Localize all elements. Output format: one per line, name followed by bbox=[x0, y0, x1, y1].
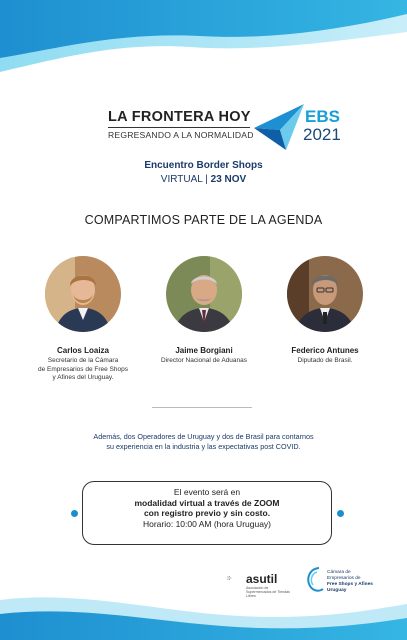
ebs-logo-year: 2021 bbox=[303, 125, 341, 144]
event-title: LA FRONTERA HOY bbox=[108, 109, 251, 125]
ebs-logo-text: EBS bbox=[305, 107, 340, 126]
speaker-role: Diputado de Brasil. bbox=[297, 357, 353, 364]
title-divider bbox=[108, 127, 250, 128]
event-mode: VIRTUAL bbox=[160, 174, 203, 185]
event-mode-date bbox=[0, 174, 407, 185]
event-subtitle: REGRESANDO A LA NORMALIDAD bbox=[108, 130, 254, 140]
info-line: Horario: 10:00 AM (hora Uruguay) bbox=[142, 518, 272, 529]
speaker-name: Federico Antunes bbox=[291, 346, 359, 355]
title-block bbox=[108, 109, 258, 140]
speaker-role: Director Nacional de Aduanas bbox=[161, 357, 247, 364]
camara-logo-icon bbox=[305, 565, 325, 593]
event-info-box bbox=[82, 481, 332, 545]
info-line: El evento será en bbox=[173, 487, 241, 497]
asutil-logo-icon bbox=[227, 567, 245, 591]
speaker-name: Jaime Borgiani bbox=[175, 346, 233, 355]
section-divider bbox=[152, 407, 252, 408]
speaker-card bbox=[260, 256, 390, 366]
speaker-name: Carlos Loaiza bbox=[56, 346, 109, 355]
bullet-dot-right bbox=[337, 510, 344, 517]
top-wave-decoration bbox=[0, 0, 407, 80]
asutil-logo-text: asutil bbox=[246, 572, 278, 586]
info-line: con registro previo y sin costo. bbox=[143, 508, 271, 518]
speaker-photo bbox=[45, 256, 121, 332]
speaker-photo bbox=[166, 256, 242, 332]
speaker-card bbox=[139, 256, 269, 366]
bullet-dot-left bbox=[71, 510, 78, 517]
agenda-heading: COMPARTIMOS PARTE DE LA AGENDA bbox=[84, 213, 323, 227]
camara-logo-text: Cámara de Empresarios de Free Shops y Afines Uruguay bbox=[327, 570, 373, 593]
event-name: Encuentro Border Shops bbox=[144, 160, 263, 171]
ebs-arrow-logo-icon bbox=[252, 102, 308, 152]
info-line: modalidad virtual a través de ZOOM bbox=[134, 497, 280, 508]
speaker-role: Secretario de la Cámara de Empresarios de Free Shops y Afines del Uruguay. bbox=[38, 357, 128, 381]
event-date: 23 NOV bbox=[210, 174, 247, 185]
speaker-card bbox=[18, 256, 148, 383]
event-separator: | bbox=[205, 174, 208, 185]
asutil-caption: Asociación de Supermercados de Tiendas Libres bbox=[246, 586, 290, 598]
additional-note: Además, dos Operadores de Uruguay y dos de Brasil para contarnos su experiencia en la industria y las expectativas post COVID. bbox=[93, 432, 314, 451]
speaker-photo bbox=[287, 256, 363, 332]
